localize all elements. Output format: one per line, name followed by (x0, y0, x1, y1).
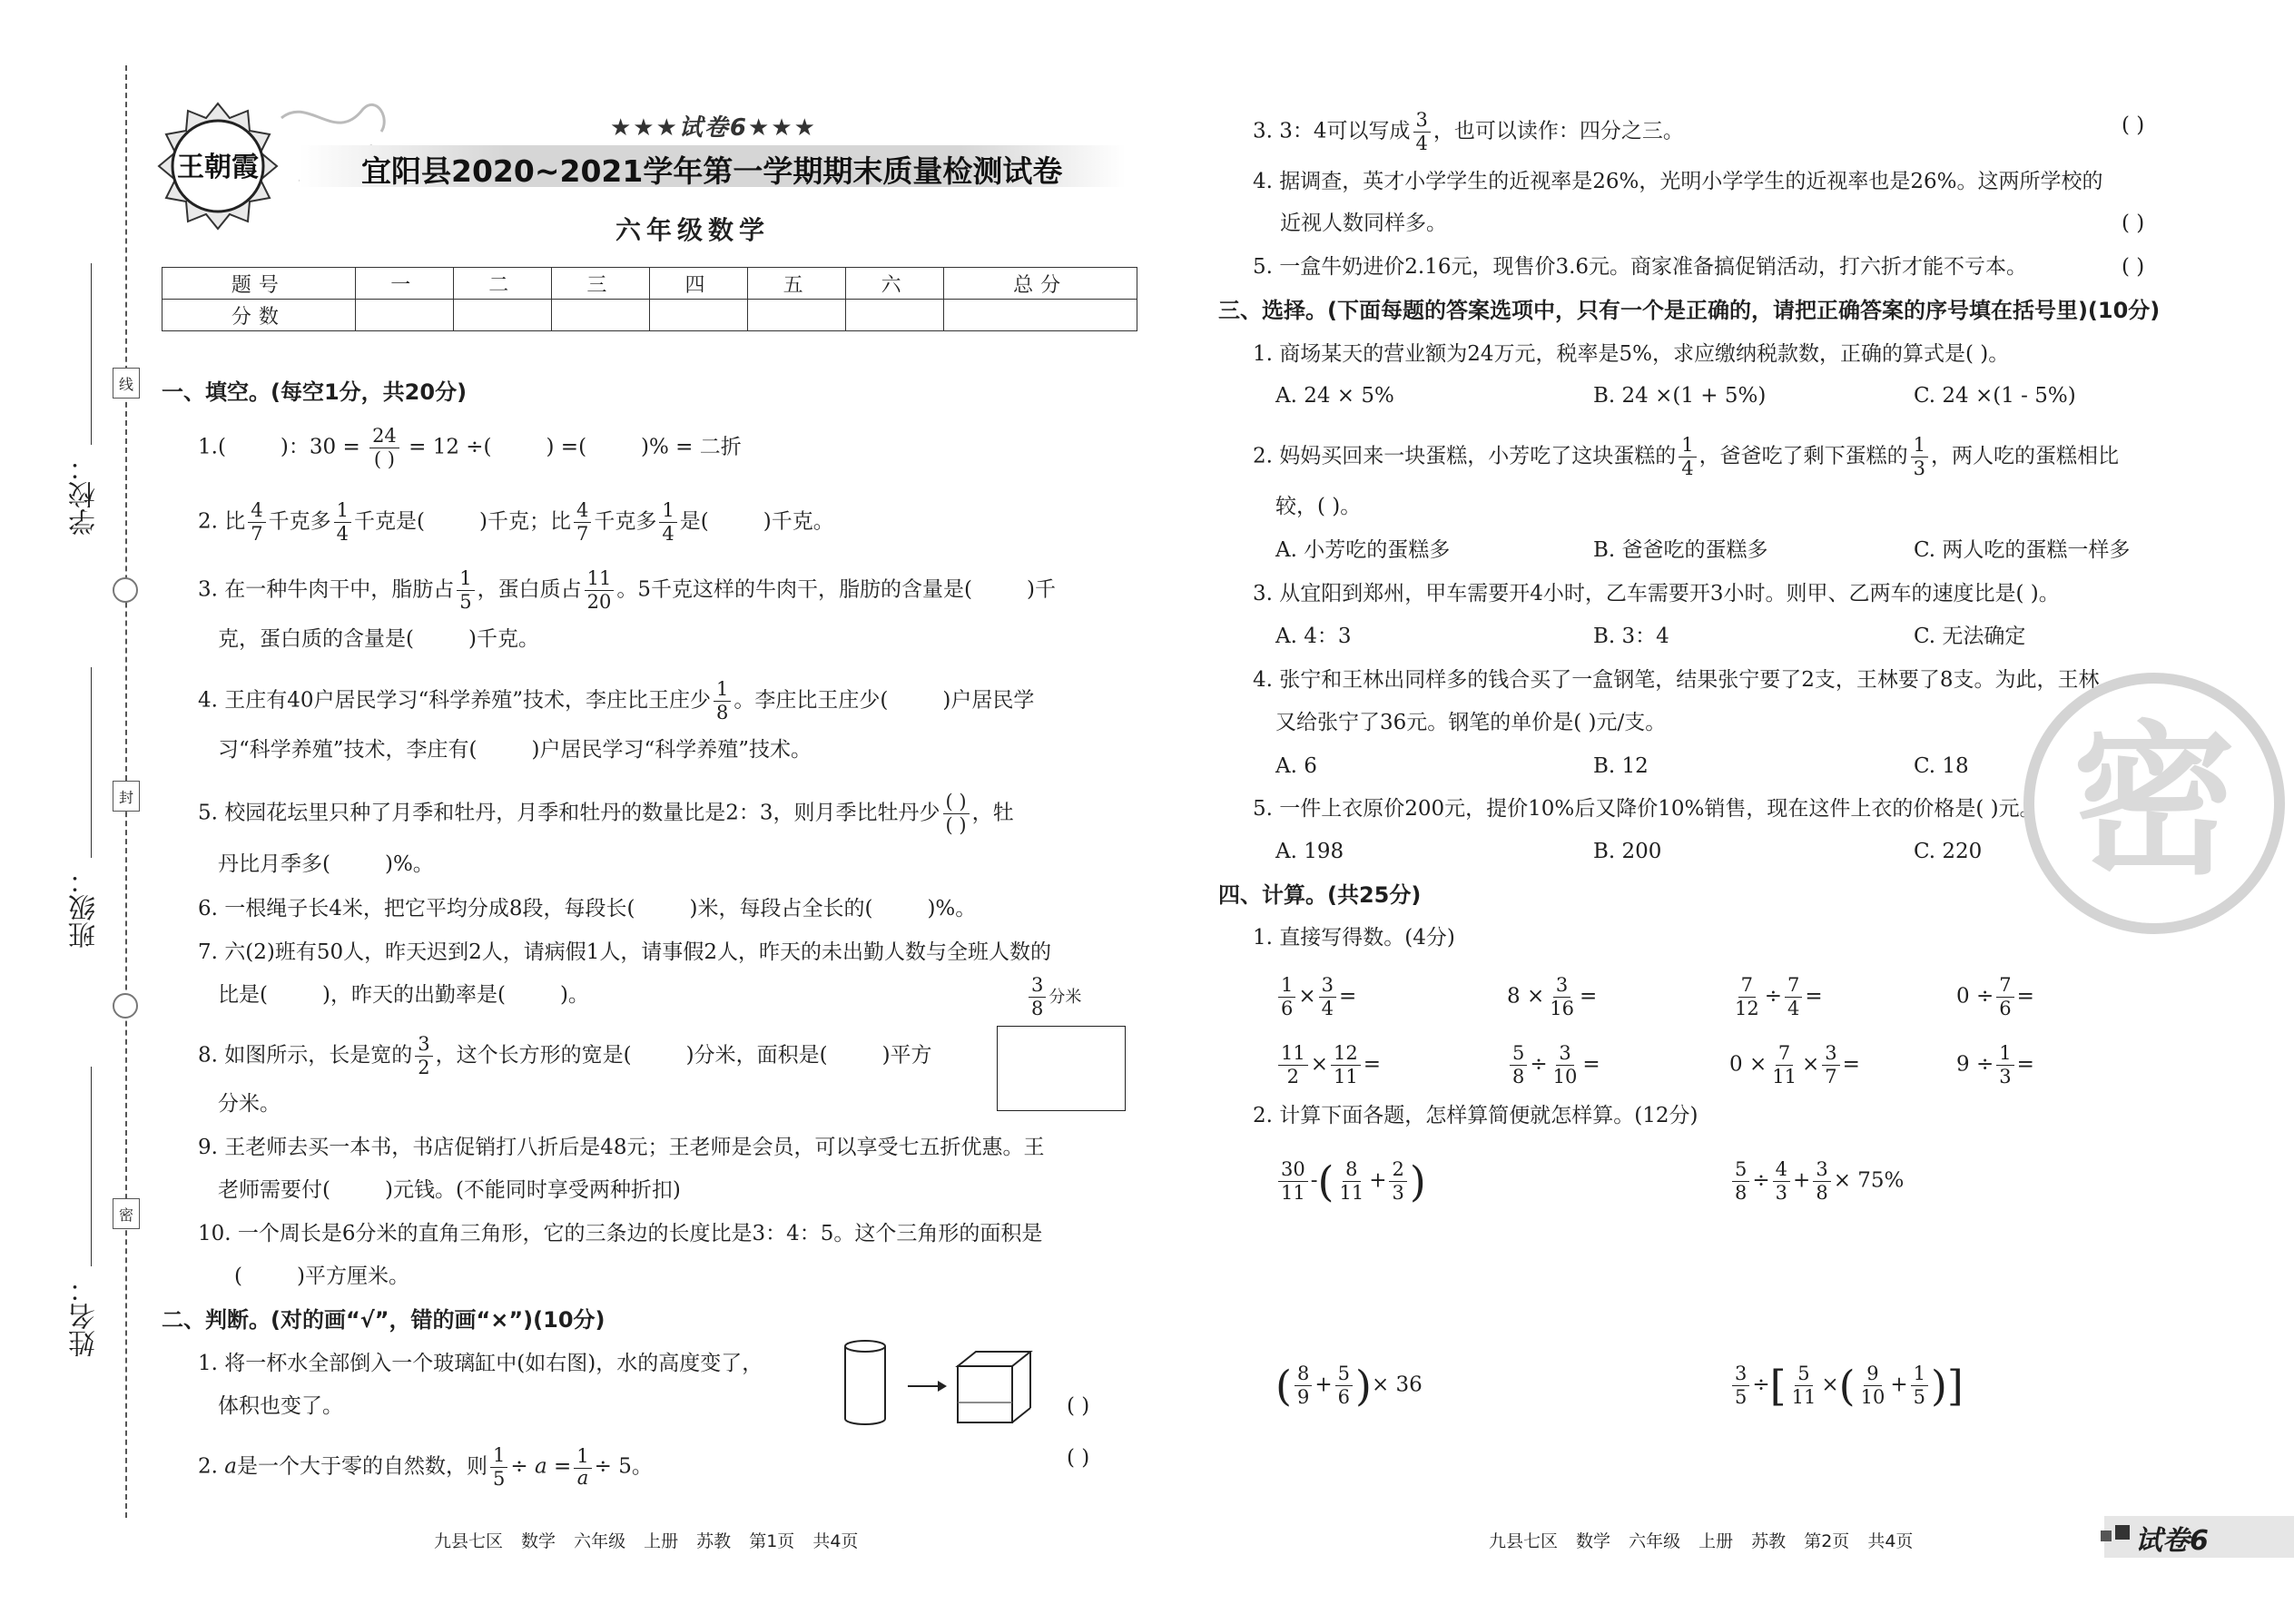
binding-hole-icon (113, 993, 138, 1019)
score-cell[interactable] (355, 300, 453, 331)
question-2-4: 4. 据调查，英才小学学生的近视率是26%，光明小学学生的近视率也是26%。这两所学校的 (1253, 170, 2103, 193)
calc-expression-2: $\frac{5}{8}$ ÷ $\frac{4}{3}$ + $\frac{3}{8}$ × 75% (1729, 1160, 1904, 1203)
option-b[interactable]: B. 爸爸吃的蛋糕多 (1593, 538, 1768, 562)
page-title: 宜阳县2020~2021学年第一学期期末质量检测试卷 (361, 153, 1063, 189)
question-2-3: 3. 3：4可以写成 $\frac{3}{4}$ ，也可以读作：四分之三。 (1253, 109, 1684, 154)
question-1-3: 3. 在一种牛肉干中，脂肪占 $\frac{1}{5}$ ，蛋白质占 $\frac{11}{20}$ 。5千克这样的牛肉干，脂肪的含量是( )千 (198, 567, 1056, 613)
badge-label: 试卷6 (2135, 1525, 2209, 1557)
table-cell: 分数 (162, 300, 356, 331)
judge-answer-5[interactable]: ( ) (2122, 255, 2145, 279)
question-2-4-cont: 近视人数同样多。 (1280, 212, 1447, 235)
question-1-2: 2. 比 $\frac{4}{7}$ 千克多 $\frac{1}{4}$ 千克是( )千克；比 $\frac{4}{7}$ 千克多 $\frac{1}{4}$ 是( )千克。 (198, 499, 834, 545)
judge-answer-1[interactable]: ( ) (1067, 1394, 1090, 1418)
question-1-5: 5. 校园花坛里只种了月季和牡丹，月季和牡丹的数量比是2：3，则月季比牡丹少 $\frac{( )}{( )}$ ，牡 (198, 791, 1014, 836)
option-c[interactable]: C. 两人吃的蛋糕一样多 (1914, 538, 2131, 562)
option-a[interactable]: A. 198 (1275, 840, 1344, 863)
calc-sub2: 2. 计算下面各题，怎样算简便就怎样算。(12分) (1253, 1104, 1698, 1127)
name-fill-line (91, 1067, 92, 1266)
score-cell[interactable] (846, 300, 944, 331)
section1-heading: 一、填空。(每空1分，共20分) (162, 379, 468, 405)
question-3-5: 5. 一件上衣原价200元，提价10%后又降价10%销售，现在这件上衣的价格是( )元。 (1253, 797, 2041, 821)
table-cell: 六 (846, 268, 944, 300)
seal-char-secret: 密 (113, 1198, 140, 1229)
seal-char-seal: 封 (113, 781, 140, 812)
score-cell[interactable] (649, 300, 747, 331)
question-3-4: 4. 张宁和王林出同样多的钱合买了一盒钢笔，结果张宁要了2支，王林要了8支。为此，王林 (1253, 668, 2100, 692)
question-3-3: 3. 从宜阳到郑州，甲车需要开4小时，乙车需要开3小时。则甲、乙两车的速度比是( )。 (1253, 582, 2060, 605)
option-a[interactable]: A. 4：3 (1275, 625, 1352, 648)
footer-right: 九县七区 数学 六年级 上册 苏教 第2页 共4页 (1489, 1531, 1914, 1551)
option-a[interactable]: A. 24 × 5% (1275, 384, 1394, 408)
brand-logo-icon (150, 98, 286, 234)
question-1-5-cont: 丹比月季多( )%。 (218, 852, 434, 876)
question-1-3-cont: 克，蛋白质的含量是( )千克。 (218, 627, 539, 651)
stamp-char: 密 (2072, 707, 2237, 897)
table-cell: 四 (649, 268, 747, 300)
oral-calc-5: $\frac{11}{2}$ × $\frac{12}{11}$ = (1275, 1044, 1381, 1087)
table-cell: 一 (355, 268, 453, 300)
question-1-10: 10. 一个周长是6分米的直角三角形，它的三条边的长度比是3：4：5。这个三角形的面积是 (198, 1222, 1043, 1245)
option-b[interactable]: B. 12 (1593, 754, 1649, 778)
table-cell: 题号 (162, 268, 356, 300)
section4-heading: 四、计算。(共25分) (1218, 882, 1422, 908)
rectangle-length-label: $\frac{3}{8}$ 分米 (1026, 976, 1081, 1019)
seal-char-line: 线 (113, 368, 140, 399)
calc-expression-3: ( $\frac{8}{9}$ + $\frac{5}{6}$ )× 36 (1275, 1361, 1423, 1411)
oral-calc-8: 9 ÷ $\frac{1}{3}$ = (1956, 1042, 2034, 1088)
paper-label: ★★★试卷6★★★ (610, 114, 817, 142)
judge-answer-2[interactable]: ( ) (1067, 1446, 1090, 1470)
rectangle-figure (997, 1026, 1126, 1111)
score-table-row (162, 300, 1137, 331)
question-1-9-cont: 老师需要付( )元钱。(不能同时享受两种折扣) (218, 1178, 681, 1202)
brand-name: 王朝霞 (177, 152, 259, 183)
oral-calc-3: $\frac{7}{12}$ ÷ $\frac{7}{4}$ = (1735, 974, 1823, 1019)
score-cell[interactable] (748, 300, 846, 331)
question-1-9: 9. 王老师去买一本书，书店促销打八折后是48元；王老师是会员，可以享受七五折优惠。王 (198, 1136, 1045, 1159)
score-cell[interactable] (453, 300, 551, 331)
name-label: 姓名： (69, 1275, 101, 1357)
page-subtitle: 六年级数学 (615, 215, 771, 245)
question-2-1-cont: 体积也变了。 (218, 1394, 343, 1418)
school-fill-line (91, 263, 92, 445)
option-c[interactable]: C. 24 ×(1 - 5%) (1914, 384, 2076, 408)
class-label: 班级： (69, 867, 101, 949)
question-3-2-cont: 较，( )。 (1275, 495, 1362, 518)
fraction: $\frac{24}{( )}$ (369, 427, 399, 469)
table-cell: 五 (748, 268, 846, 300)
school-label: 学校： (69, 454, 101, 536)
question-1-7: 7. 六(2)班有50人，昨天迟到2人，请病假1人，请事假2人，昨天的未出勤人数与全班人数的 (198, 940, 1052, 964)
oral-calc-1: $\frac{1}{6}$ × $\frac{3}{4}$ = (1275, 976, 1356, 1019)
table-cell: 二 (453, 268, 551, 300)
option-c[interactable]: C. 18 (1914, 754, 1969, 778)
oral-calc-6: $\frac{5}{8}$ ÷ $\frac{3}{10}$ = (1507, 1044, 1600, 1087)
badge-square-icon (2115, 1525, 2130, 1540)
question-3-1: 1. 商场某天的营业额为24万元，税率是5%，求应缴纳税款数，正确的算式是( )。 (1253, 342, 2010, 366)
oral-calc-7: 0 × $\frac{7}{11}$ × $\frac{3}{7}$ = (1729, 1042, 1860, 1088)
question-1-8: 8. 如图所示，长是宽的 $\frac{3}{2}$ ，这个长方形的宽是( )分米，面积是( )平方 (198, 1033, 932, 1078)
question-1-7-cont: 比是( )，昨天的出勤率是( )。 (218, 983, 589, 1007)
oral-calc-4: 0 ÷ $\frac{7}{6}$ = (1956, 974, 2034, 1019)
option-c[interactable]: C. 220 (1914, 840, 1983, 863)
judge-answer-3[interactable]: ( ) (2122, 113, 2145, 137)
option-a[interactable]: A. 6 (1275, 754, 1317, 778)
table-cell: 三 (551, 268, 649, 300)
question-3-2: 2. 妈妈买回来一块蛋糕，小芳吃了这块蛋糕的 $\frac{1}{4}$ ，爸爸吃了剩下蛋糕的 $\frac{1}{3}$ ，两人吃的蛋糕相比 (1253, 434, 2120, 479)
badge-square-icon (2101, 1530, 2112, 1541)
option-c[interactable]: C. 无法确定 (1914, 625, 2026, 648)
judge-answer-4[interactable]: ( ) (2122, 212, 2145, 235)
question-1-4: 4. 王庄有40户居民学习“科学养殖”技术，李庄比王庄少 $\frac{1}{8}$ 。李庄比王庄少( )户居民学 (198, 678, 1035, 723)
option-b[interactable]: B. 200 (1593, 840, 1662, 863)
calc-expression-1: $\frac{30}{11}$ -( $\frac{8}{11}$ + $\frac{2}{3}$ ) (1275, 1160, 1426, 1203)
question-1-1: 1.( )：30 = $\frac{24}{( )}$ = 12 ÷( ) =( )% = 二折 (198, 425, 742, 470)
section3-heading: 三、选择。(下面每题的答案选项中，只有一个是正确的，请把正确答案的序号填在括号里)(10分) (1218, 298, 2161, 323)
class-fill-line (91, 667, 92, 858)
option-b[interactable]: B. 24 ×(1 + 5%) (1593, 384, 1767, 408)
secret-stamp-watermark-icon (2023, 672, 2286, 935)
calc-expression-4: $\frac{3}{5}$ ÷[ $\frac{5}{11}$ ×( $\frac{9}{10}$ + $\frac{1}{5}$ )] (1729, 1364, 1964, 1407)
question-2-1: 1. 将一杯水全部倒入一个玻璃缸中(如右图)，水的高度变了， (198, 1352, 763, 1375)
calc-sub1: 1. 直接写得数。(4分) (1253, 926, 1455, 950)
option-a[interactable]: A. 小芳吃的蛋糕多 (1275, 538, 1451, 562)
section2-heading: 二、判断。(对的画“√”，错的画“×”)(10分) (162, 1307, 605, 1333)
question-3-4-cont: 又给张宁了36元。钢笔的单价是( )元/支。 (1275, 711, 1667, 734)
score-table (162, 267, 1137, 331)
score-cell[interactable] (551, 300, 649, 331)
question-1-10-cont: ( )平方厘米。 (234, 1265, 409, 1288)
question-1-6: 6. 一根绳子长4米，把它平均分成8段，每段长( )米，每段占全长的( )%。 (198, 897, 977, 920)
score-table-header-row (162, 268, 1137, 300)
question-2-5: 5. 一盒牛奶进价2.16元，现售价3.6元。商家准备搞促销活动，打六折才能不亏本。 (1253, 255, 2028, 279)
option-b[interactable]: B. 3：4 (1593, 625, 1669, 648)
question-1-4-cont: 习“科学养殖”技术，李庄有( )户居民学习“科学养殖”技术。 (218, 738, 812, 762)
footer-left: 九县七区 数学 六年级 上册 苏教 第1页 共4页 (434, 1531, 859, 1551)
binding-hole-icon (113, 577, 138, 603)
table-cell: 总分 (944, 268, 1137, 300)
score-cell[interactable] (944, 300, 1137, 331)
oral-calc-2: 8 × $\frac{3}{16}$ = (1507, 974, 1598, 1019)
question-2-2: 2. a是一个大于零的自然数，则 $\frac{1}{5}$ ÷ a = $\frac{1}{a}$ ÷ 5。 (198, 1444, 653, 1490)
question-1-8-cont: 分米。 (218, 1092, 281, 1116)
cup-to-tank-figure (840, 1339, 1039, 1430)
